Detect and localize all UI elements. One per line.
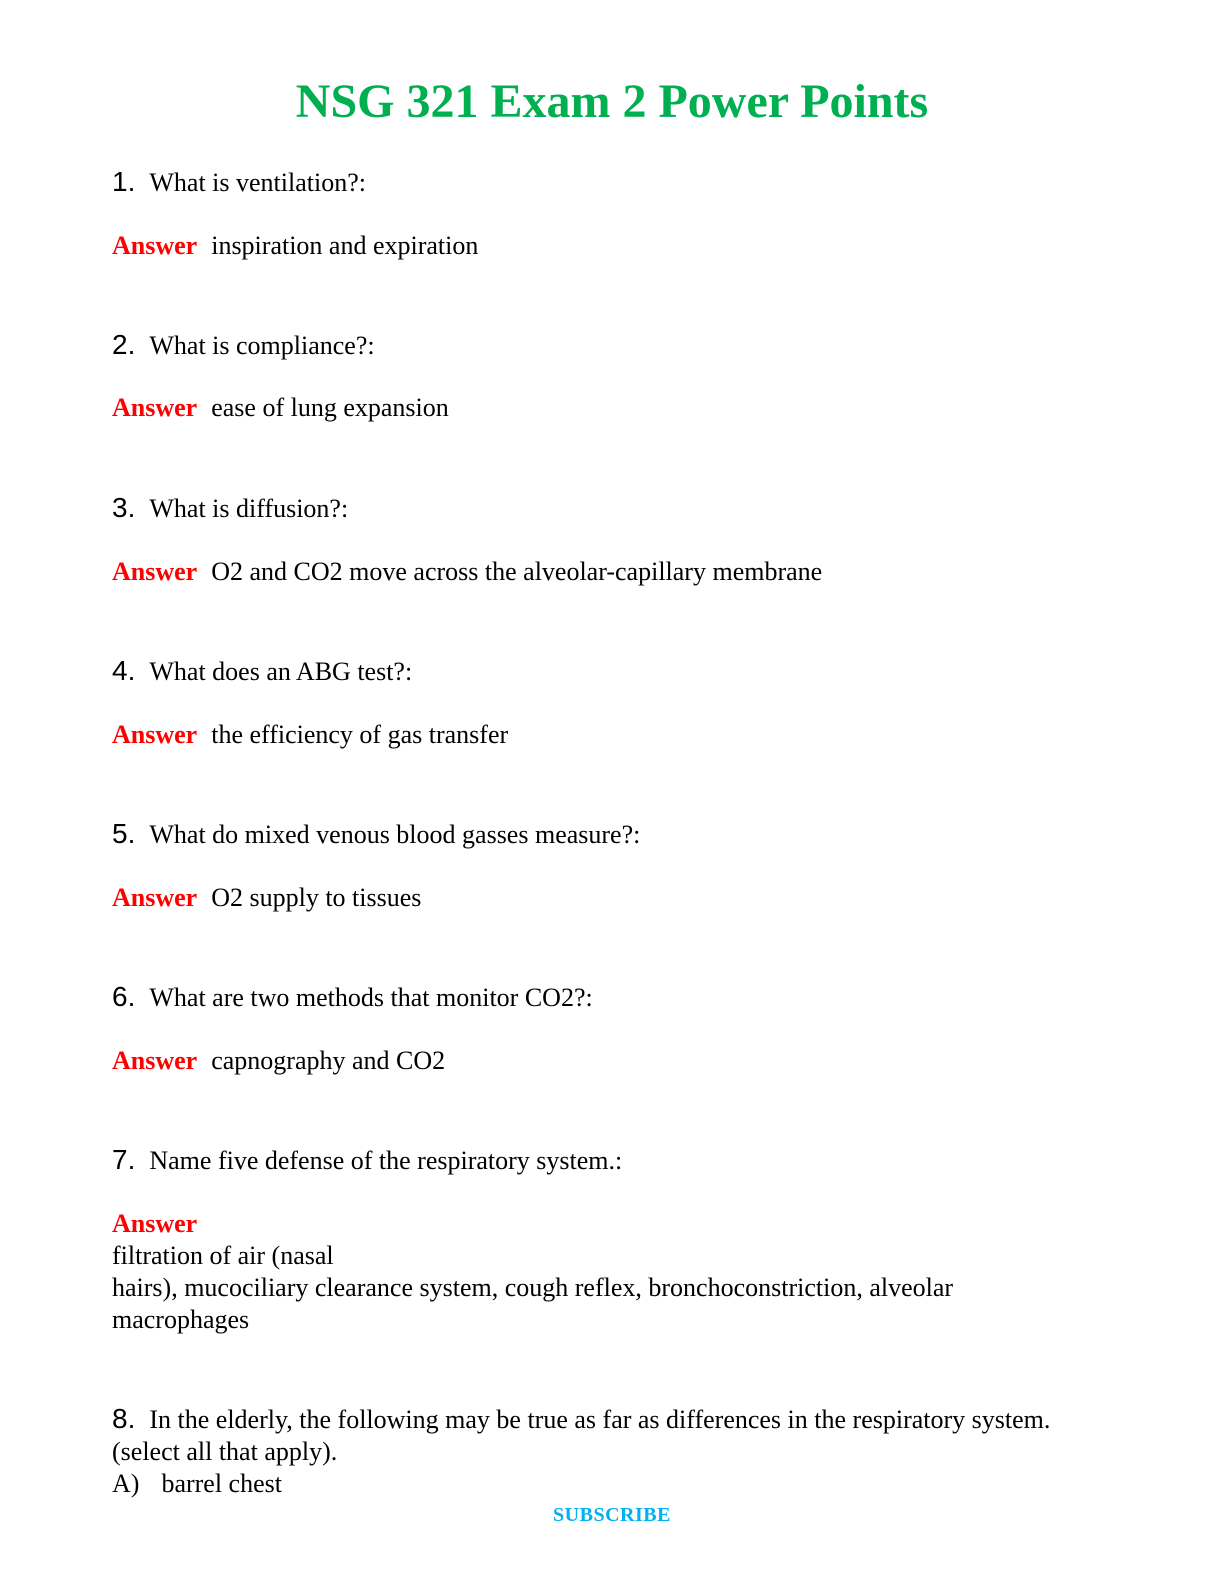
question-number: 6. [112, 981, 136, 1012]
answer-text: the efficiency of gas transfer [211, 720, 509, 749]
question-2 [112, 329, 375, 362]
question-6 [112, 981, 593, 1014]
answer-text: ease of lung expansion [211, 393, 449, 422]
option-text: barrel chest [161, 1469, 282, 1498]
document-title: NSG 321 Exam 2 Power Points [295, 75, 929, 128]
question-text: Name five defense of the respiratory system.: [149, 1146, 623, 1175]
answer-label: Answer [112, 720, 198, 749]
answer-6 [112, 1045, 445, 1077]
answer-line: hairs), mucociliary clearance system, cough reflex, bronchoconstriction, alveolar [112, 1273, 954, 1302]
answer-2 [112, 392, 449, 424]
answer-3 [112, 556, 822, 588]
answer-label: Answer [112, 1046, 198, 1075]
answer-5 [112, 882, 421, 914]
answer-label: Answer [112, 557, 198, 586]
question-3 [112, 492, 348, 525]
question-number: 8. [112, 1403, 136, 1434]
question-text: What are two methods that monitor CO2?: [149, 983, 593, 1012]
question-number: 7. [112, 1144, 136, 1175]
question-number: 4. [112, 655, 136, 686]
question-number: 3. [112, 492, 136, 523]
answer-text: O2 supply to tissues [211, 883, 422, 912]
question-line [112, 1403, 1122, 1436]
question-text: In the elderly, the following may be true as far as differences in the respiratory system. [149, 1405, 1051, 1434]
answer-text: capnography and CO2 [211, 1046, 446, 1075]
question-5 [112, 818, 640, 851]
question-4 [112, 655, 412, 688]
answer-label: Answer [112, 231, 198, 260]
question-7 [112, 1144, 622, 1177]
question-text-continued: (select all that apply). [112, 1437, 338, 1466]
answer-label: Answer [112, 393, 198, 422]
answer-option-a [112, 1468, 1122, 1500]
question-8 [112, 1403, 1122, 1500]
question-number: 2. [112, 329, 136, 360]
question-text: What does an ABG test?: [149, 657, 413, 686]
question-text: What is ventilation?: [149, 168, 366, 197]
answer-1 [112, 230, 478, 262]
question-number: 5. [112, 818, 136, 849]
answer-line: macrophages [112, 1305, 250, 1334]
answer-text: O2 and CO2 move across the alveolar-capillary membrane [211, 557, 823, 586]
answer-4 [112, 719, 508, 751]
question-text: What is compliance?: [149, 331, 375, 360]
question-number: 1. [112, 166, 136, 197]
question-text: What is diffusion?: [149, 494, 349, 523]
option-letter: A) [112, 1469, 140, 1498]
question-1 [112, 166, 366, 199]
answer-text: inspiration and expiration [211, 231, 479, 260]
answer-label: Answer [112, 1209, 198, 1238]
answer-line: filtration of air (nasal [112, 1241, 334, 1270]
answer-label: Answer [112, 883, 198, 912]
answer-7 [112, 1208, 1122, 1336]
question-text: What do mixed venous blood gasses measure?: [149, 820, 641, 849]
subscribe-link[interactable]: SUBSCRIBE [553, 1504, 671, 1526]
